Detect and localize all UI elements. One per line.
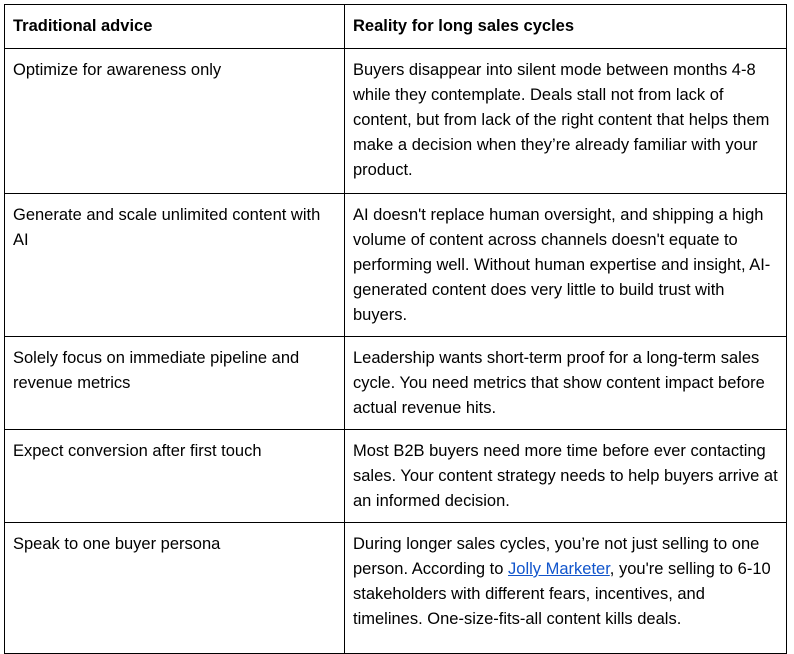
table-row (5, 337, 787, 430)
advice-cell: Speak to one buyer persona (5, 523, 345, 654)
reality-cell: Most B2B buyers need more time before ever contacting sales. Your content strategy needs to help buyers arrive at an informed decision. (345, 430, 787, 523)
table-row (5, 194, 787, 337)
jolly-marketer-link[interactable]: Jolly Marketer (508, 560, 610, 578)
reality-cell: Buyers disappear into silent mode between months 4-8 while they contemplate. Deals stall not from lack of content, but from lack of the right content that helps them make a decision when they’re already familiar with your product. (345, 49, 787, 194)
advice-cell: Solely focus on immediate pipeline and revenue metrics (5, 337, 345, 430)
header-reality: Reality for long sales cycles (345, 5, 787, 49)
table-row (5, 430, 787, 523)
reality-cell (345, 523, 787, 654)
header-traditional-advice: Traditional advice (5, 5, 345, 49)
reality-text-before-link: During longer sales cycles, you’re not just selling to one person. According to (353, 535, 760, 578)
advice-cell: Optimize for awareness only (5, 49, 345, 194)
table-row (5, 49, 787, 194)
table-row (5, 523, 787, 654)
advice-comparison-table (4, 4, 787, 654)
table-header-row (5, 5, 787, 49)
reality-cell: Leadership wants short-term proof for a long-term sales cycle. You need metrics that show content impact before actual revenue hits. (345, 337, 787, 430)
reality-cell: AI doesn't replace human oversight, and shipping a high volume of content across channels doesn't equate to performing well. Without human expertise and insight, AI-generated content does very little to build trust with buyers. (345, 194, 787, 337)
advice-cell: Expect conversion after first touch (5, 430, 345, 523)
advice-cell: Generate and scale unlimited content with AI (5, 194, 345, 337)
reality-text-after-link: , you're selling to 6-10 stakeholders with different fears, incentives, and timelines. One-size-fits-all content kills deals. (353, 560, 771, 628)
